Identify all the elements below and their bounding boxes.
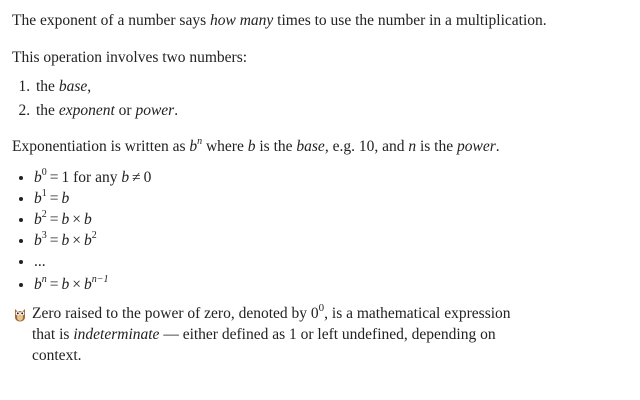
rule-ellipsis: • ... bbox=[34, 251, 622, 272]
math-var: b bbox=[61, 232, 70, 249]
item-text: the bbox=[36, 78, 59, 95]
math-op: = bbox=[49, 211, 59, 228]
math-var: b bbox=[84, 232, 92, 249]
notation-emphasis: base bbox=[296, 138, 325, 155]
math-op: = bbox=[49, 276, 59, 293]
math-op: × bbox=[72, 276, 81, 293]
math-sup: n−1 bbox=[91, 273, 109, 285]
operation-paragraph: This operation involves two numbers: bbox=[12, 49, 248, 66]
document bbox=[12, 9, 622, 366]
math-sup: 0 bbox=[318, 301, 325, 314]
item-emphasis: exponent bbox=[58, 102, 115, 119]
notation-text: where bbox=[202, 138, 248, 155]
math-sup: 0 bbox=[41, 166, 47, 178]
math-sup: n bbox=[197, 135, 203, 147]
math-var: b bbox=[34, 169, 42, 186]
list-item-base bbox=[34, 75, 622, 99]
math-num: 0 bbox=[310, 305, 319, 322]
intro-text-1: The exponent of a number says bbox=[12, 12, 210, 29]
notation-text: Exponentiation is written as bbox=[12, 138, 190, 155]
math-var: n bbox=[408, 138, 417, 155]
math-var: b bbox=[61, 276, 70, 293]
zero-power-note bbox=[12, 303, 522, 366]
math-sup: 1 bbox=[41, 187, 47, 199]
math-op: × bbox=[72, 232, 81, 249]
item-text: . bbox=[174, 102, 179, 119]
notation-paragraph bbox=[12, 135, 622, 159]
math-sup: 3 bbox=[41, 229, 47, 241]
intro-emphasis: how many bbox=[210, 12, 274, 29]
item-emphasis: power bbox=[135, 102, 175, 119]
item-emphasis: base bbox=[58, 78, 88, 95]
math-op: = bbox=[49, 190, 59, 207]
math-var: b bbox=[34, 211, 42, 228]
math-var: b bbox=[61, 211, 70, 228]
math-sup: 2 bbox=[41, 208, 47, 220]
notation-emphasis: power bbox=[456, 138, 496, 155]
math-op: = bbox=[49, 169, 59, 186]
math-var: b bbox=[34, 190, 42, 207]
math-num: 1 bbox=[61, 169, 70, 186]
math-var: b bbox=[61, 190, 70, 207]
notation-text: , e.g. 10, and bbox=[324, 138, 409, 155]
item-text: , bbox=[87, 78, 92, 95]
rule-zero bbox=[34, 167, 622, 188]
rule-two bbox=[34, 209, 622, 230]
note-text: , is a mathematical expression that is bbox=[32, 305, 511, 343]
note-emphasis: indeterminate bbox=[73, 326, 160, 343]
math-var: b bbox=[84, 211, 92, 228]
math-var: b bbox=[189, 138, 198, 155]
owl-icon bbox=[12, 306, 28, 322]
math-sup: 2 bbox=[91, 229, 97, 241]
intro-text-2: times to use the number in a multiplication. bbox=[273, 12, 547, 29]
math-var: b bbox=[34, 232, 42, 249]
math-num: 0 bbox=[143, 169, 152, 186]
notation-text: . bbox=[495, 138, 500, 155]
rule-one bbox=[34, 188, 622, 209]
rule-three bbox=[34, 230, 622, 251]
math-var: b bbox=[34, 276, 42, 293]
notation-text: is the bbox=[255, 138, 297, 155]
math-op: × bbox=[72, 211, 81, 228]
operation-list bbox=[12, 75, 622, 123]
rule-text: for any bbox=[73, 169, 118, 186]
intro-paragraph bbox=[12, 9, 622, 33]
math-sup: n bbox=[41, 273, 47, 285]
note-text: Zero raised to the power of zero, denoted by bbox=[32, 305, 311, 322]
note-text: — either defined as 1 or left undefined, depending on context. bbox=[32, 326, 496, 364]
math-var: b bbox=[121, 169, 130, 186]
item-text: the bbox=[36, 102, 59, 119]
notation-text: is the bbox=[416, 138, 457, 155]
math-var: b bbox=[84, 276, 92, 293]
list-item-exponent bbox=[34, 99, 622, 123]
math-op: = bbox=[49, 232, 59, 249]
math-op: ≠ bbox=[132, 169, 141, 186]
math-var: b bbox=[247, 138, 256, 155]
rule-n bbox=[34, 274, 622, 295]
item-text: or bbox=[114, 102, 136, 119]
rules-list bbox=[12, 167, 622, 295]
